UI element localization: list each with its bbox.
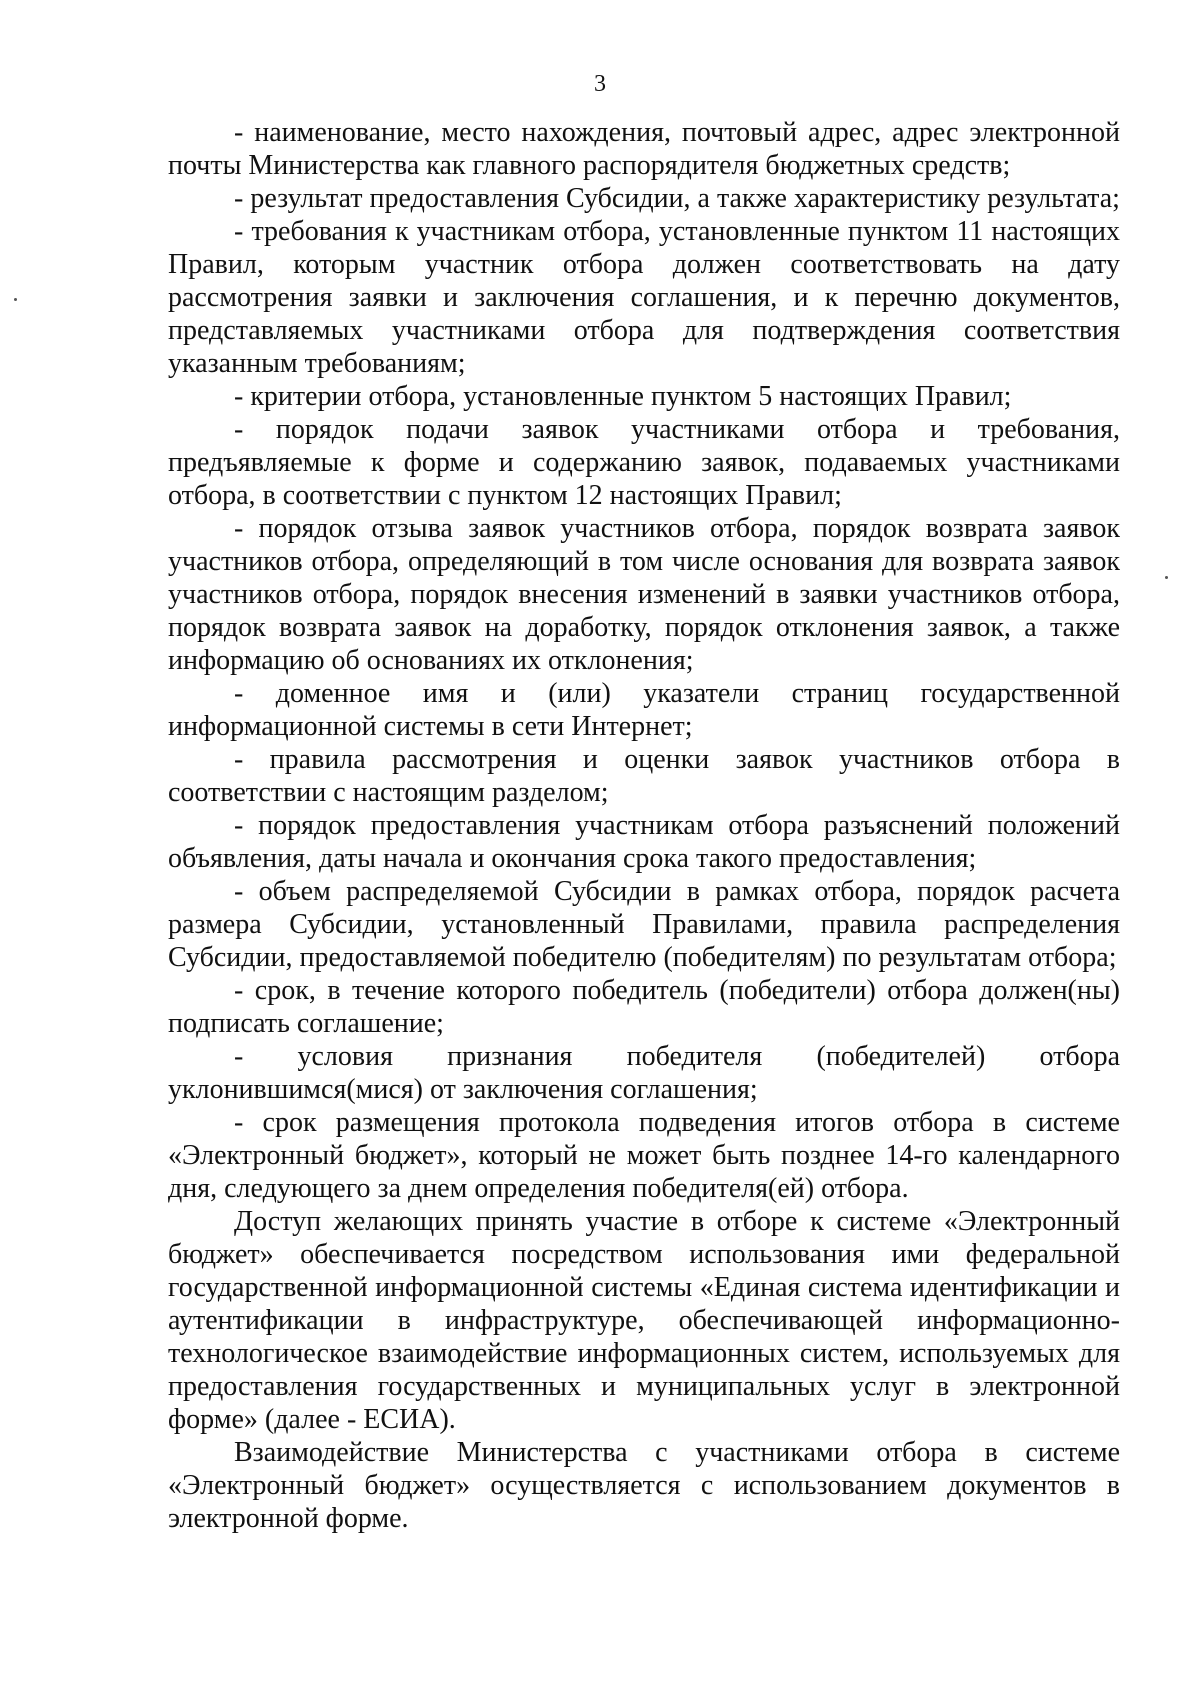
- paragraph-subsidy-result: - результат предоставления Субсидии, а также характеристику результата;: [234, 183, 1120, 214]
- paragraph-domain-name: - доменное имя и (или) указатели страниц государственной информационной системы в сети Интернет;: [168, 678, 1120, 742]
- paragraph-withdrawal-procedure: - порядок отзыва заявок участников отбора, порядок возврата заявок участников отбора, определяющий в том числе основания для возврата заявок участников отбора, порядок внесения изменений в заявки участников отбора, порядок возврата заявок на доработку, порядок отклонения заявок, а также информацию об основаниях их отклонения;: [168, 513, 1120, 676]
- paragraph-signing-deadline: - срок, в течение которого победитель (победители) отбора должен(ны) подписать соглашение;: [168, 975, 1120, 1039]
- paragraph-subsidy-volume: - объем распределяемой Субсидии в рамках отбора, порядок расчета размера Субсидии, установленный Правилами, правила распределения Субсидии, предоставляемой победителю (победителям) по результатам отбора;: [168, 876, 1120, 973]
- scan-speck: [1165, 576, 1168, 579]
- paragraph-application-procedure: - порядок подачи заявок участниками отбора и требования, предъявляемые к форме и содержанию заявок, подаваемых участниками отбора, в соответствии с пунктом 12 настоящих Правил;: [168, 414, 1120, 511]
- paragraph-evasion-conditions: - условия признания победителя (победителей) отбора уклонившимся(мися) от заключения соглашения;: [168, 1041, 1120, 1105]
- paragraph-selection-criteria: - критерии отбора, установленные пунктом 5 настоящих Правил;: [234, 381, 1012, 412]
- paragraph-ministry-details: - наименование, место нахождения, почтовый адрес, адрес электронной почты Министерства как главного распорядителя бюджетных средств;: [168, 117, 1120, 181]
- page-number: 3: [594, 71, 606, 97]
- paragraph-clarifications: - порядок предоставления участникам отбора разъяснений положений объявления, даты начала и окончания срока такого предоставления;: [168, 810, 1120, 874]
- paragraph-electronic-interaction: Взаимодействие Министерства с участниками отбора в системе «Электронный бюджет» осуществляется с использованием документов в электронной форме.: [168, 1437, 1120, 1534]
- document-body: [168, 116, 1120, 1535]
- paragraph-protocol-deadline: - срок размещения протокола подведения итогов отбора в системе «Электронный бюджет», который не может быть позднее 14-го календарного дня, следующего за днем определения победителя(ей) отбора.: [168, 1107, 1120, 1204]
- paragraph-participant-requirements: - требования к участникам отбора, установленные пунктом 11 настоящих Правил, которым участник отбора должен соответствовать на дату рассмотрения заявки и заключения соглашения, и к перечню документов, представляемых участниками отбора для подтверждения соответствия указанным требованиям;: [168, 216, 1120, 379]
- paragraph-review-rules: - правила рассмотрения и оценки заявок участников отбора в соответствии с настоящим разделом;: [168, 744, 1120, 808]
- paragraph-esia-access: Доступ желающих принять участие в отборе к системе «Электронный бюджет» обеспечивается посредством использования ими федеральной государственной информационной системы «Единая система идентификации и аутентификации в инфраструктуре, обеспечивающей информационно-технологическое взаимодействие информационных систем, используемых для предоставления государственных и муниципальных услуг в электронной форме» (далее - ЕСИА).: [168, 1206, 1120, 1435]
- scan-speck: [14, 298, 17, 301]
